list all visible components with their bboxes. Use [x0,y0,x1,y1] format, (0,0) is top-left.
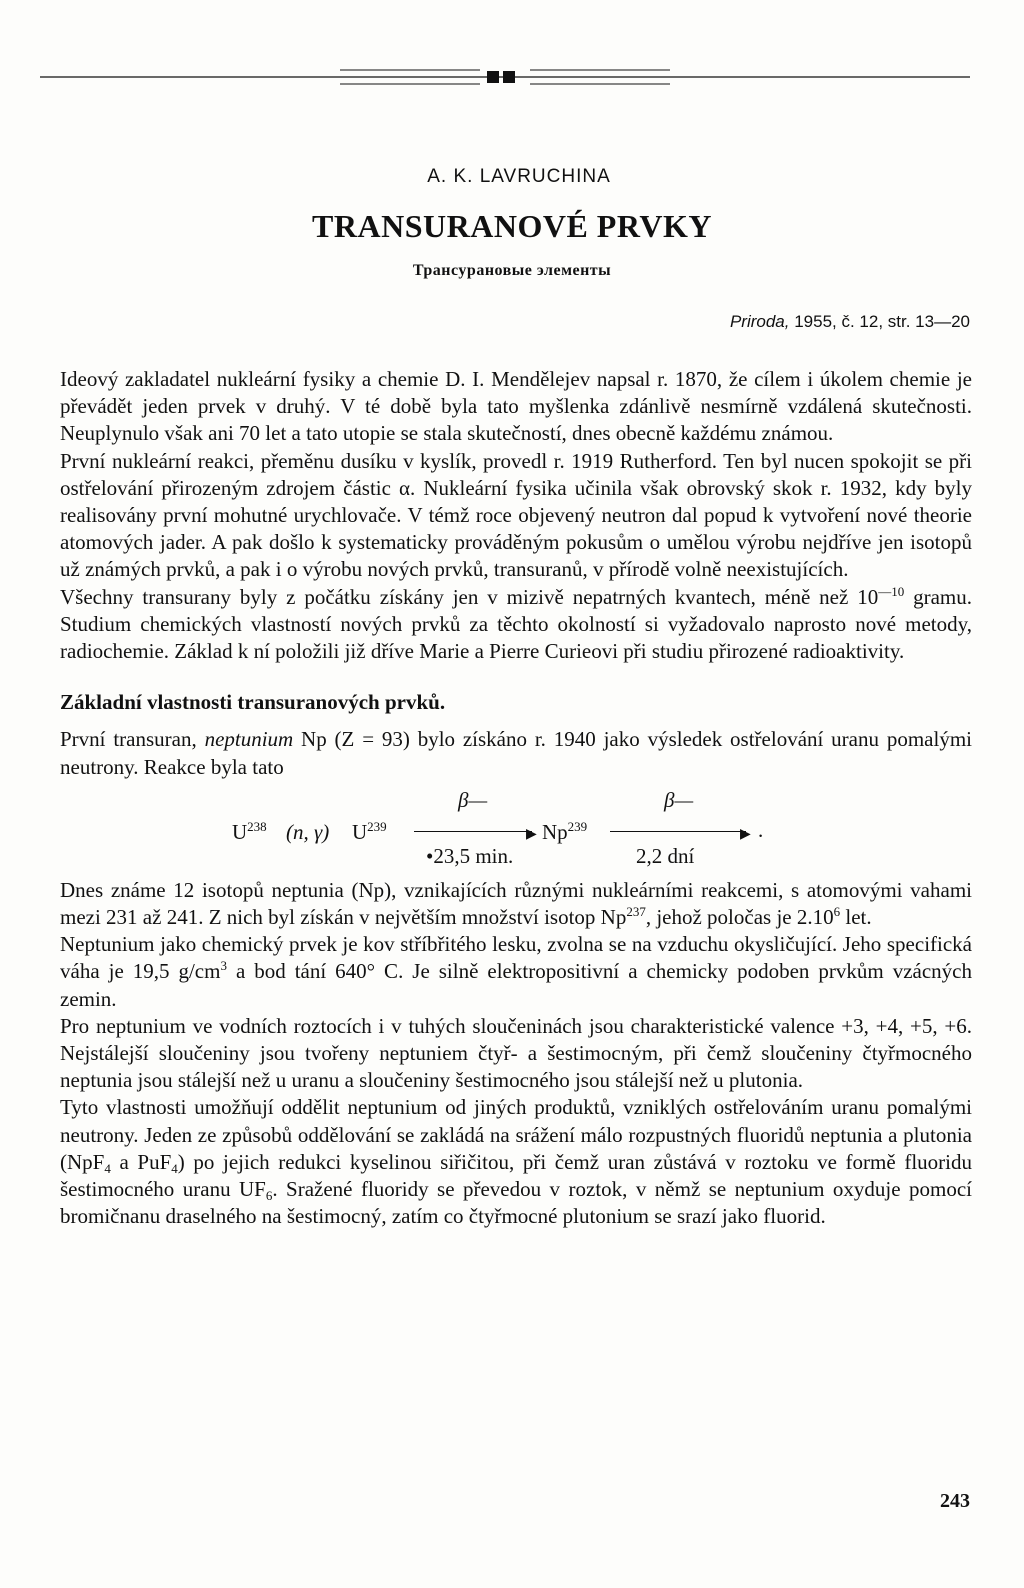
paragraph-8-subscript-2: 4 [171,1160,178,1176]
arrow-head-icon: ▶ [740,826,751,842]
article-title: TRANSURANOVÉ PRVKY [312,208,712,244]
paragraph-6-part-1: Neptunium jako chemický prvek je kov stříbřitého lesku, zvolna se na vzduchu okysličující. Jeho specifická váha je 19,5 g/cm [60,932,972,984]
paragraph-8-part-2: a PuF [110,1149,172,1174]
citation-journal: Priroda, [729,312,790,331]
equation-uranium-239: $U^{239}$ [352,818,387,844]
header-ornament [40,64,970,88]
paragraph-8-part-1: Tyto vlastnosti umožňují oddělit neptunium od jiných produktů, vzniklých ostřelováním uranu pomalými neutrony. Jeden ze způsobů oddělování se zakládá na srážení málo rozpustných fluoridů neptunia a plutonia (NpF [60,1095,972,1174]
paragraph-5-part-2: , jehož poločas je 2.10 [645,905,834,930]
paragraph-4-italic: neptunium [204,727,294,752]
equation-halflife-2: 2,2 dní [636,843,695,868]
paragraph-4-part-2: Np (Z = 93) bylo získáno r. 1940 jako výsledek ostřelování uranu pomalými neutrony. Reakce byla tato [60,727,972,779]
paragraph-4-part-1: První transuran, [60,727,205,752]
equation-arrow-1 [414,831,532,832]
paragraph-8-part-4: . Sražené fluoridy se převedou v roztok, v němž se neptunium oxyduje pomocí bromičnanu draselného na šestimocný, zatím co čtyřmocné plutonium se srazí jako fluorid. [60,1177,972,1229]
paragraph-3-part-2: gramu. Studium chemických vlastností nových prvků za těchto okolností si vyžadovalo naprosto nové metody, radiochemie. Základ k ní položili již dříve Marie a Pierre Curieovi při studiu přirozené radioaktivity. [60,584,972,664]
arrow-head-icon: ▶ [526,826,537,842]
equation-reaction: (n, γ) [286,819,330,844]
paragraph-6-superscript: 3 [220,958,227,974]
equation-halflife-1: •23,5 min. [426,843,514,868]
equation-neptunium-239: Np$^{239}$ [542,818,588,844]
source-citation [730,312,970,332]
nuclear-reaction-equation [60,781,972,877]
paragraph-6 [60,931,972,1013]
paragraph-8-subscript-1: 4 [104,1160,111,1176]
article-body [60,366,972,1230]
paragraph-3 [60,584,972,666]
article-subtitle-russian: Трансурановые элементы [412,262,612,279]
paragraph-2: První nukleární reakci, přeměnu dusíku v kyslík, provedl r. 1919 Rutherford. Ten byl nucen spokojit se při ostřelování přirozeným zdrojem částic α. Nukleární fysika učinila však obrovský skok r. 1932, kdy byly realisovány první mohutné urychlovače. V témž roce objevený neutron dal popud k vytvoření nové theorie atomových jader. A pak došlo k systematicky prováděným pokusům o umělou výrobu nejdříve jen isotopů už známých prvků, a pak i o výrobu nových prvků, transuranů, v přírodě volně neexistujících. [60,448,972,582]
paragraph-3-part-1: Všechny transurany byly z počátku získány jen v mizivě nepatrných kvantech, méně než 10 [60,584,879,609]
paragraph-8-part-3: ) po jejich redukci kyselinou siřičitou, při čemž uran zůstává v roztoku ve formě fluoridu šestimocného uranu UF [60,1149,972,1202]
equation-end-dot: . [758,817,764,842]
paragraph-1: Ideový zakladatel nukleární fysiky a chemie D. I. Mendělejev napsal r. 1870, že cílem i úkolem chemie je převádět jeden prvek v druhý. V té době byla tato myšlenka zdánlivě nesmírně vzdálená skutečnosti. Neuplynulo však ani 70 let a tato utopie se stala skutečností, dnes obecně každému známou. [60,367,972,446]
paragraph-8-subscript-3: 6 [265,1188,273,1204]
equation-beta-2: β— [664,787,694,812]
equation-beta-1: β— [458,787,488,812]
equation-uranium-238: $U^{238}$ [232,818,267,844]
author-name: A. K. LAVRUCHINA [427,166,611,187]
paragraph-8 [60,1094,972,1230]
paragraph-5-part-3: let. [840,905,872,930]
paragraph-5-superscript-1: 237 [626,904,646,920]
paragraph-4 [60,726,972,780]
paragraph-6-part-2: a bod tání 640° C. Je silně elektropositivní a chemicky podoben prvkům vzácných zemin. [60,959,972,1011]
citation-details: 1955, č. 12, str. 13—20 [794,312,970,331]
paragraph-7: Pro neptunium ve vodních roztocích i v tuhých sloučeninách jsou charakteristické valence +3, +4, +5, +6. Nejstálejší sloučeniny jsou tvořeny neptuniem čtyř- a šestimocným, při čemž sloučeniny čtyřmocného neptunia jsou stálejší než u uranu a sloučeniny šestimocného jsou stálejší než u plutonia. [60,1013,972,1093]
page-number: 243 [940,1490,970,1512]
paragraph-5 [60,877,972,931]
paragraph-5-part-1: Dnes známe 12 isotopů neptunia (Np), vznikajících různými nukleárními reakcemi, s atomovými vahami mezi 231 až 241. Z nich byl získán v největším množství isotop Np [60,877,972,930]
paragraph-5-superscript-2: 6 [833,904,841,920]
section-heading: Základní vlastnosti transuranových prvků. [60,690,446,715]
equation-arrow-2 [610,831,746,832]
paragraph-3-exponent: —10 [878,583,905,599]
